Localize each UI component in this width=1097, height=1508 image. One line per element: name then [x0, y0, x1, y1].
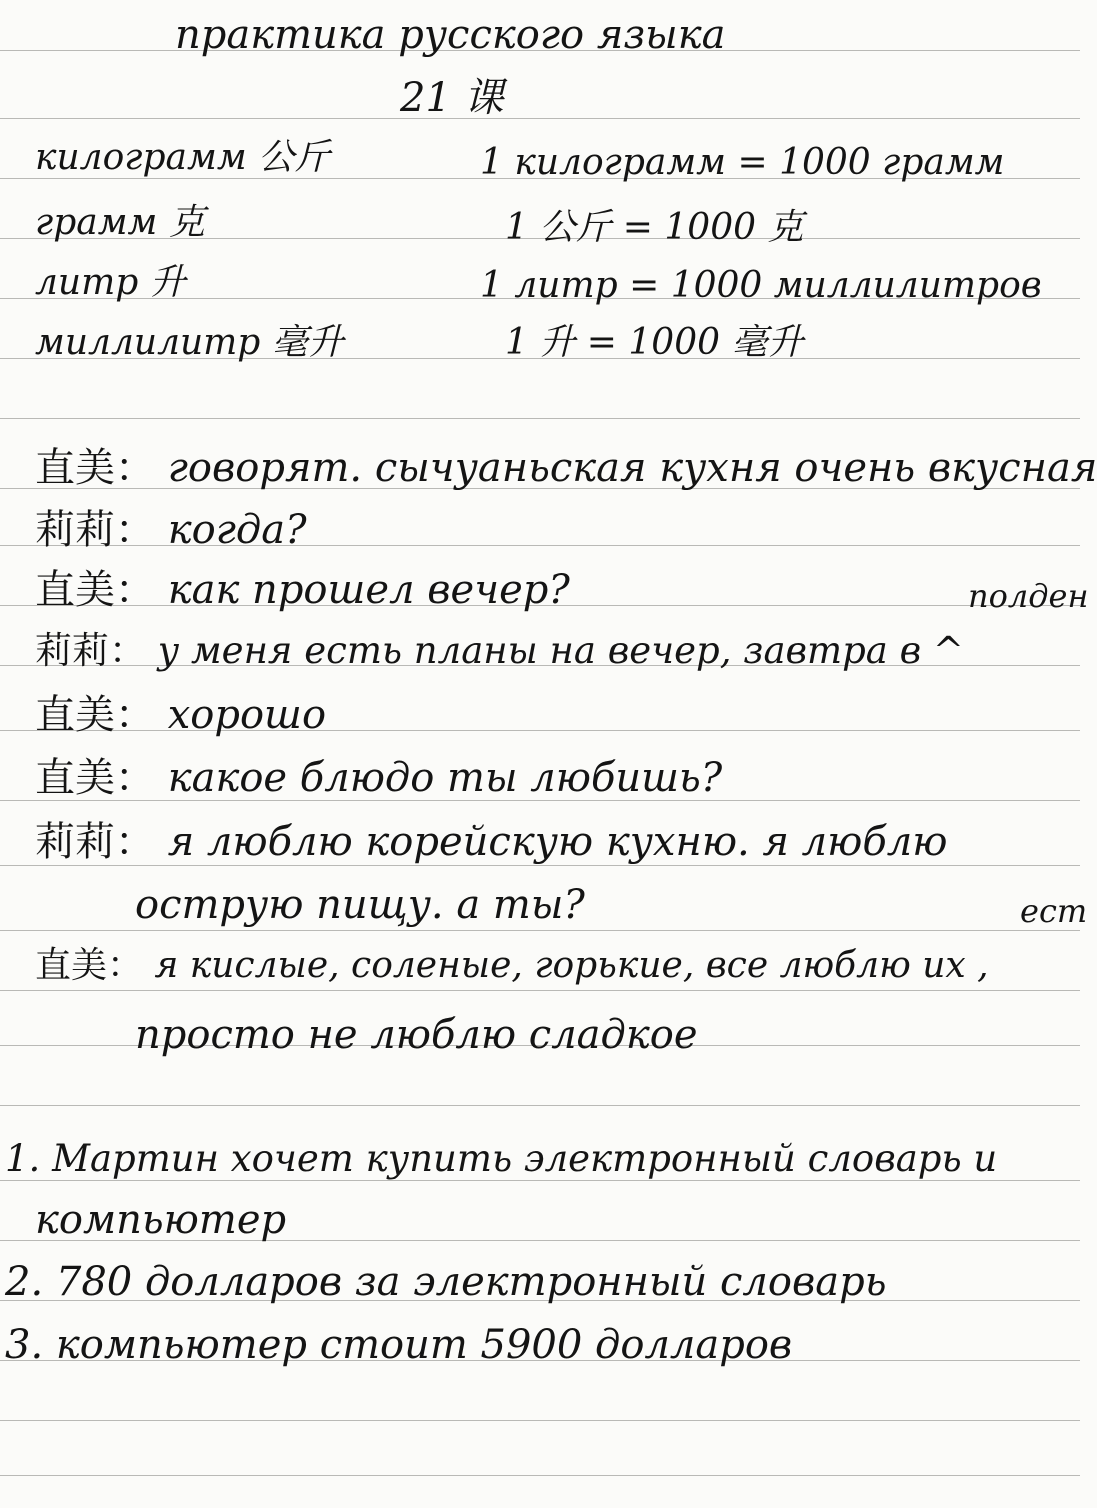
dialogue-text: у меня есть планы на вечер, завтра в ^ [157, 629, 964, 672]
speaker-label: 直美： [35, 755, 155, 801]
speaker-label: 直美： [35, 692, 155, 738]
dialogue-line [35, 445, 1097, 491]
vocab-equation: 1 公斤 = 1000 克 [505, 207, 804, 248]
answer-line: компьютер [35, 1197, 287, 1243]
ruled-line [0, 1420, 1080, 1421]
ruled-line [0, 930, 1080, 931]
dialogue-text: острую пищу. а ты? [135, 882, 585, 928]
vocab-word: миллилитр 毫升 [35, 322, 344, 363]
margin-note: ест [1020, 892, 1088, 930]
dialogue-line [35, 692, 327, 738]
vocab-word: грамм 克 [35, 202, 205, 243]
ruled-line [0, 1180, 1080, 1181]
speaker-label: 直美： [35, 567, 155, 613]
dialogue-text: как прошел вечер? [167, 567, 570, 613]
ruled-line [0, 865, 1080, 866]
dialogue-line [35, 819, 948, 865]
dialogue-text: просто не люблю сладкое [135, 1012, 698, 1058]
speaker-label: 直美： [35, 945, 144, 986]
dialogue-text: я люблю корейскую кухню. я люблю [167, 819, 948, 865]
speaker-label: 莉莉： [35, 819, 155, 865]
dialogue-text: говорят. сычуаньская кухня очень вкусная [167, 445, 1097, 491]
page-title: практика русского языка [175, 12, 726, 58]
dialogue-line [35, 629, 964, 672]
dialogue-line [35, 945, 989, 986]
lesson-number: 21 课 [400, 75, 504, 121]
ruled-line [0, 990, 1080, 991]
ruled-line [0, 118, 1080, 119]
answer-line: 1. Мартин хочет купить электронный словарь и [5, 1137, 998, 1180]
speaker-label: 直美： [35, 445, 155, 491]
dialogue-line [135, 1012, 698, 1058]
ruled-line [0, 1475, 1080, 1476]
vocab-equation: 1 килограмм = 1000 грамм [480, 142, 1005, 183]
dialogue-text: я кислые, соленые, горькие, все люблю их , [154, 945, 989, 986]
dialogue-text: какое блюдо ты любишь? [167, 755, 723, 801]
vocab-equation: 1 литр = 1000 миллилитров [480, 265, 1042, 306]
dialogue-text: хорошо [167, 692, 327, 738]
dialogue-text: когда? [167, 507, 307, 553]
ruled-line [0, 1105, 1080, 1106]
dialogue-line [35, 567, 570, 613]
answer-line: 2. 780 долларов за электронный словарь [5, 1259, 887, 1305]
dialogue-line [135, 882, 585, 928]
vocab-word: килограмм 公斤 [35, 137, 331, 178]
vocab-word: литр 升 [35, 262, 186, 303]
answer-line: 3. компьютер стоит 5900 долларов [5, 1322, 793, 1368]
speaker-label: 莉莉： [35, 629, 146, 672]
dialogue-line [35, 507, 307, 553]
margin-note: полден [968, 577, 1089, 615]
dialogue-line [35, 755, 723, 801]
ruled-line [0, 418, 1080, 419]
speaker-label: 莉莉： [35, 507, 155, 553]
vocab-equation: 1 升 = 1000 毫升 [505, 322, 804, 363]
